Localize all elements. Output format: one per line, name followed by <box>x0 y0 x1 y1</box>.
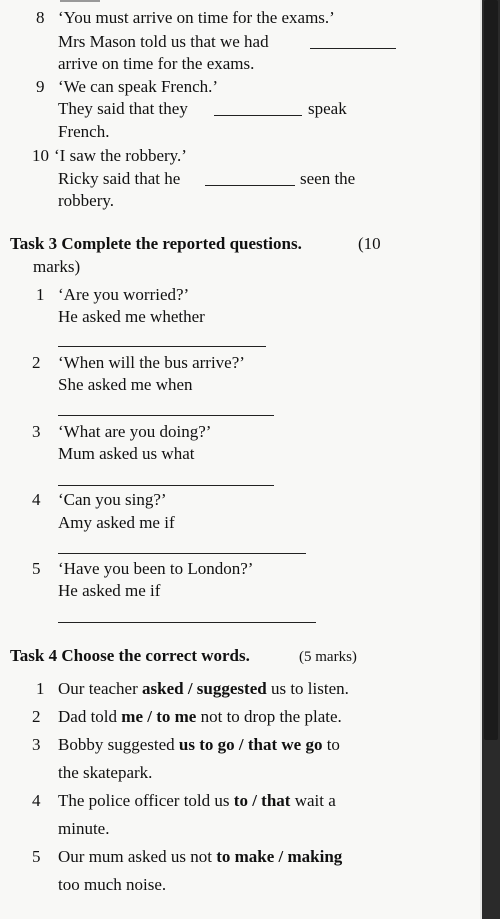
item-prompt: Mrs Mason told us that we had <box>58 32 269 51</box>
item-quote: ‘Can you sing?’ <box>58 490 167 509</box>
choice-options[interactable]: asked / suggested <box>142 679 267 698</box>
scrollbar[interactable] <box>482 0 500 919</box>
sentence-continuation: too much noise. <box>58 875 167 894</box>
task4-marks: (5 marks) <box>299 649 357 665</box>
answer-line[interactable] <box>58 346 266 347</box>
sentence-start: The police officer told us <box>58 791 234 810</box>
item-continuation: French. <box>58 122 110 141</box>
item-prompt: He asked me whether <box>58 307 205 326</box>
item-quote: ‘You must arrive on time for the exams.’ <box>58 8 335 27</box>
choice-sentence <box>58 791 336 811</box>
item-quote: ‘Have you been to London?’ <box>58 559 254 578</box>
item-quote: ‘I saw the robbery.’ <box>54 146 187 165</box>
sentence-start: Our mum asked us not <box>58 847 217 866</box>
item-prompt: He asked me if <box>58 581 161 600</box>
scrollbar-thumb[interactable] <box>484 0 498 740</box>
item-number: 9 <box>36 77 45 96</box>
sentence-end: to <box>322 735 340 754</box>
sentence-start: Our teacher <box>58 679 143 698</box>
task3-marks: (10 <box>358 234 381 253</box>
item-quote: ‘What are you doing?’ <box>58 422 212 441</box>
sentence-start: Dad told <box>58 707 122 726</box>
choice-sentence <box>58 679 349 699</box>
choice-options[interactable]: me / to me <box>121 707 197 726</box>
item-number: 1 <box>36 679 45 698</box>
item-prompt: They said that they <box>58 99 188 118</box>
choice-options[interactable]: to / that <box>233 791 291 810</box>
item-prompt: Amy asked me if <box>58 513 175 532</box>
item-quote: ‘Are you worried?’ <box>58 285 190 304</box>
sentence-continuation: minute. <box>58 819 110 838</box>
task4-heading: Task 4 Choose the correct words. <box>10 646 250 665</box>
choice-options[interactable]: us to go / that we go <box>178 735 323 754</box>
item-prompt-after: speak <box>308 99 347 118</box>
item-number: 4 <box>32 791 41 810</box>
item-number: 4 <box>32 490 41 509</box>
item-number: 3 <box>32 422 41 441</box>
item-number: 5 <box>32 559 41 578</box>
sentence-end: not to drop the plate. <box>196 707 342 726</box>
answer-line[interactable] <box>58 622 316 623</box>
item-quote: ‘When will the bus arrive?’ <box>58 353 245 372</box>
item-number: 2 <box>32 353 41 372</box>
item-number: 8 <box>36 8 45 27</box>
task3-marks-cont: marks) <box>33 257 81 276</box>
item-continuation: arrive on time for the exams. <box>58 54 255 73</box>
item-prompt: She asked me when <box>58 375 193 394</box>
sentence-continuation: the skatepark. <box>58 763 153 782</box>
choice-sentence <box>58 707 342 727</box>
task3-heading: Task 3 Complete the reported questions. <box>10 234 302 253</box>
choice-options[interactable]: to make / making <box>216 847 343 866</box>
choice-sentence <box>58 735 340 755</box>
answer-line[interactable] <box>58 553 306 554</box>
item-prompt-after: seen the <box>300 169 356 188</box>
answer-blank[interactable] <box>205 185 295 186</box>
sentence-start: Bobby suggested <box>58 735 179 754</box>
item-number: 1 <box>36 285 45 304</box>
item-number: 3 <box>32 735 41 754</box>
item-continuation: robbery. <box>58 191 115 210</box>
answer-line[interactable] <box>58 415 274 416</box>
cropped-top-mark <box>60 0 100 2</box>
choice-sentence <box>58 847 342 867</box>
answer-blank[interactable] <box>214 115 302 116</box>
item-number: 5 <box>32 847 41 866</box>
item-prompt: Ricky said that he <box>58 169 181 188</box>
item-quote: ‘We can speak French.’ <box>58 77 219 96</box>
answer-blank[interactable] <box>310 48 396 49</box>
sentence-end: us to listen. <box>266 679 349 698</box>
item-number: 2 <box>32 707 41 726</box>
sentence-end: wait a <box>290 791 336 810</box>
item-prompt: Mum asked us what <box>58 444 195 463</box>
item-number: 10 <box>32 146 49 165</box>
answer-line[interactable] <box>58 485 274 486</box>
